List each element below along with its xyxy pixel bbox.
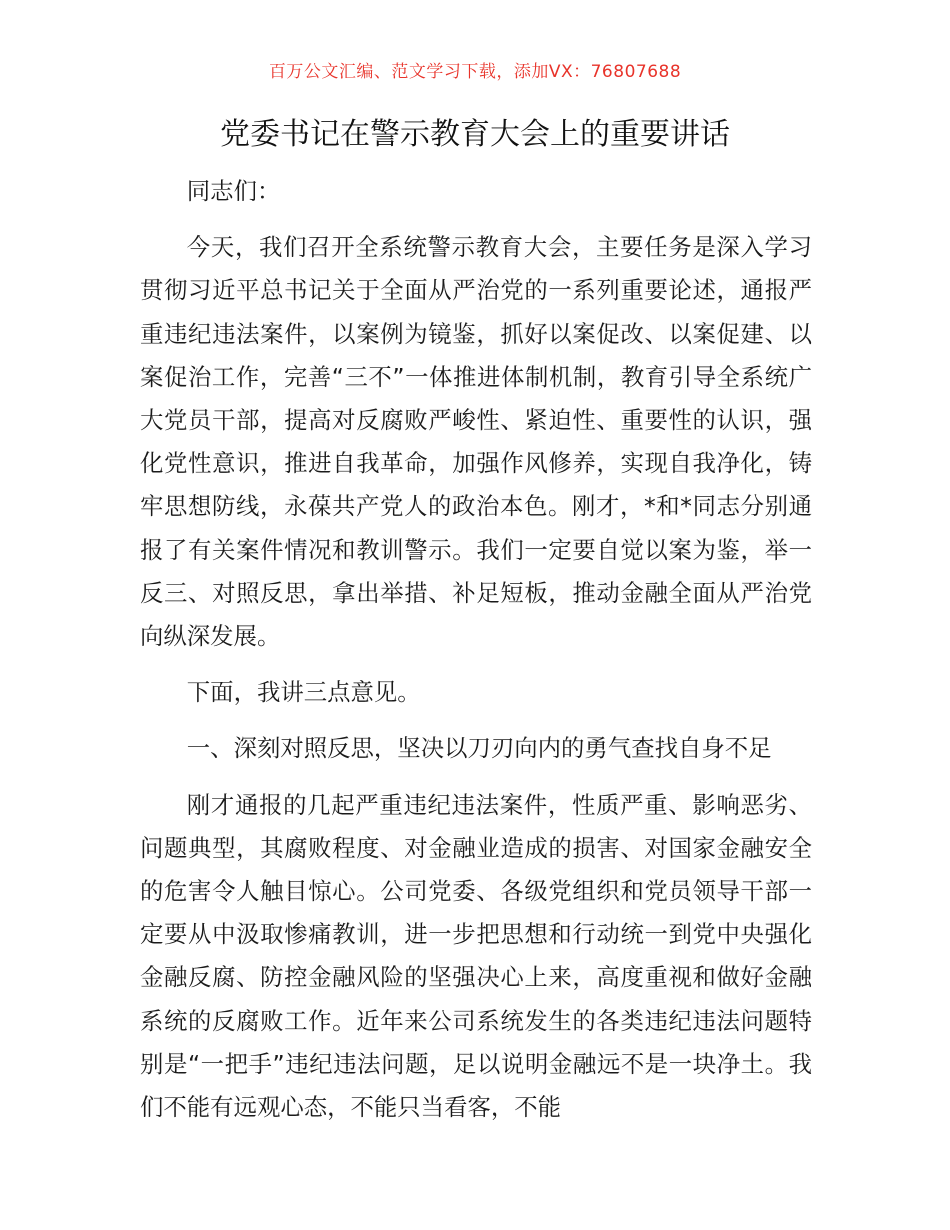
paragraph-outline: 下面，我讲三点意见。 <box>186 678 421 707</box>
document-title: 党委书记在警示教育大会上的重要讲话 <box>220 117 730 152</box>
document-body <box>140 170 812 1142</box>
paragraph-section-1: 刚才通报的几起严重违纪违法案件，性质严重、影响恶劣、问题典型，其腐败程度、对金融业造成的损害、对国家金融安全的危害令人触目惊心。公司党委、各级党组织和党员领导干部一定要从中汲取惨痛教训，进一步把思想和行动统一到党中央强化金融反腐、防控金融风险的坚强决心上来，高度重视和做好金融系统的反腐败工作。近年来公司系统发生的各类违纪违法问题特别是“一把手”违纪违法问题，足以说明金融远不是一块净土。我们不能有远观心态，不能只当看客，不能 <box>140 790 812 1122</box>
greeting: 同志们： <box>186 177 281 205</box>
paragraph-intro: 今天，我们召开全系统警示教育大会，主要任务是深入学习贯彻习近平总书记关于全面从严治党的一系列重要论述，通报严重违纪违法案件，以案例为镜鉴，抓好以案促改、以案促建、以案促治工作，完善“三不”一体推进体制机制，教育引导全系统广大党员干部，提高对反腐败严峻性、紧迫性、重要性的认识，强化党性意识，推进自我革命，加强作风修养，实现自我净化，铸牢思想防线，永葆共产党人的政治本色。刚才，*和*同志分别通报了有关案件情况和教训警示。我们一定要自觉以案为鉴，举一反三、对照反思，拿出举措、补足短板，推动金融全面从严治党向纵深发展。 <box>140 233 812 651</box>
watermark-banner: 百万公文汇编、范文学习下载，添加VX：76807688 <box>268 62 682 82</box>
section-heading-1: 一、深刻对照反思，坚决以刀刃向内的勇气查找自身不足 <box>186 734 772 763</box>
